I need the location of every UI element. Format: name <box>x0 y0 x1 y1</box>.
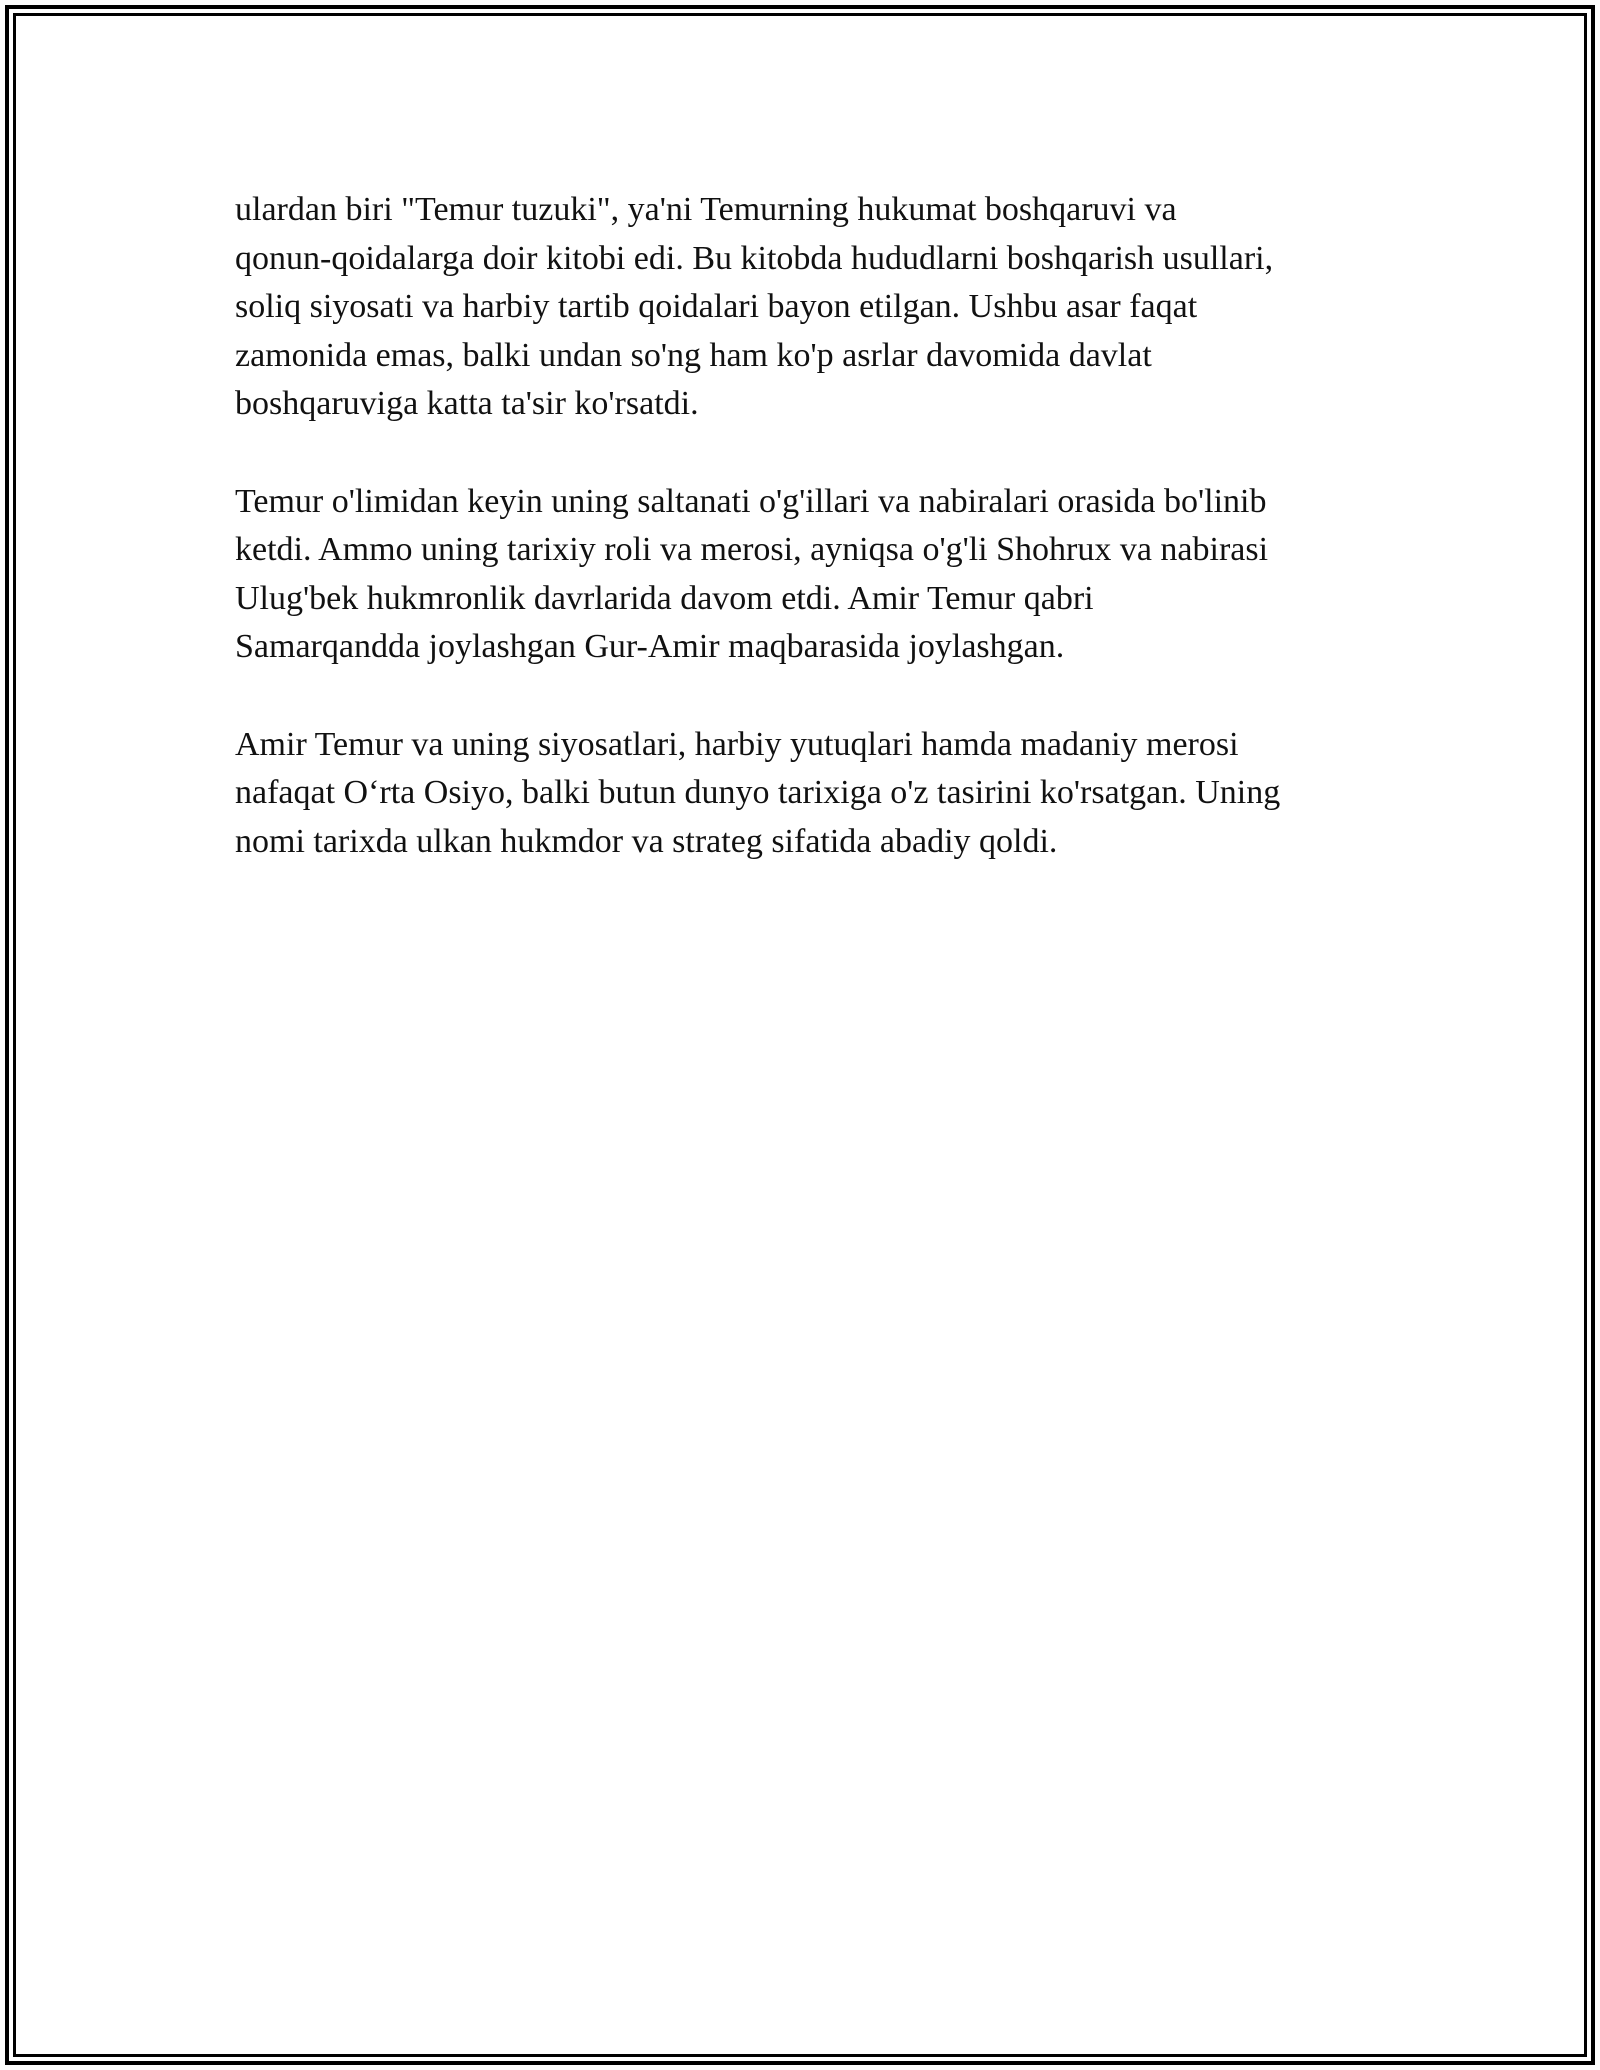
paragraph-temur-tuzuki: ulardan biri "Temur tuzuki", ya'ni Temurning hukumat boshqaruvi va qonun-qoidalarga doir kitobi edi. Bu kitobda hududlarni boshqarish usullari, soliq siyosati va harbiy tartib qoidalari bayon etilgan. Ushbu asar faqat zamonida emas, balki undan so'ng ham ko'p asrlar davomida davlat boshqaruviga katta ta'sir ko'rsatdi. <box>235 191 1274 422</box>
paragraph-legacy: Amir Temur va uning siyosatlari, harbiy yutuqlari hamda madaniy merosi nafaqat O‘rta Osiyo, balki butun dunyo tarixiga o'z tasirini ko'rsatgan. Uning nomi tarixda ulkan hukmdor va strateg sifatida abadiy qoldi. <box>235 725 1281 860</box>
document-body <box>235 186 1375 915</box>
paragraph-succession: Temur o'limidan keyin uning saltanati o'g'illari va nabiralari orasida bo'linib ketdi. Ammo uning tarixiy roli va merosi, ayniqsa o'g'li Shohrux va nabirasi Ulug'bek hukmronlik davrlarida davom etdi. Amir Temur qabri Samarqandda joylashgan Gur-Amir maqbarasida joylashgan. <box>235 482 1269 665</box>
